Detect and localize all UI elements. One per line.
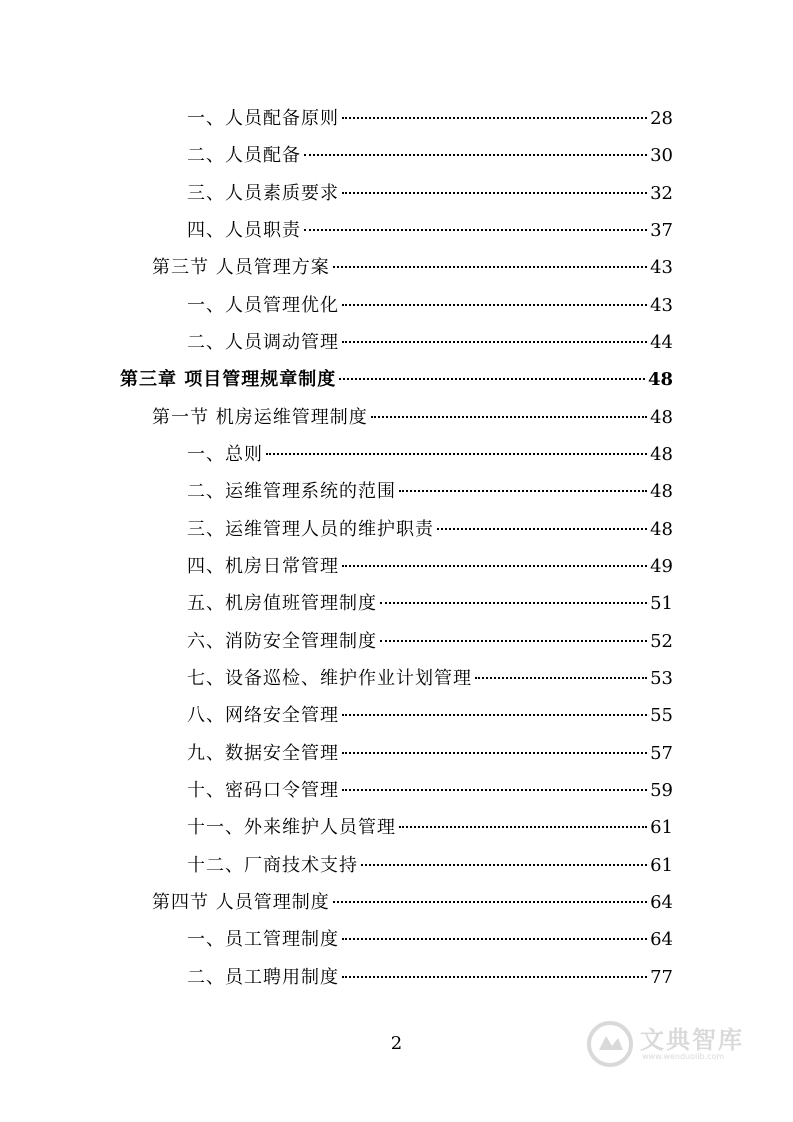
toc-entry-title: 二、人员调动管理 xyxy=(187,332,339,353)
toc-entry[interactable] xyxy=(187,966,673,990)
toc-entry[interactable] xyxy=(187,667,673,691)
toc-entry[interactable] xyxy=(187,779,673,803)
toc-entry-page: 48 xyxy=(647,369,673,390)
toc-dot-leader xyxy=(437,528,647,530)
library-logo-icon xyxy=(586,1020,634,1068)
toc-entry-title: 二、运维管理系统的范围 xyxy=(187,481,396,502)
toc-dot-leader xyxy=(342,938,647,940)
toc-chapter-entry[interactable] xyxy=(120,368,673,392)
toc-entry-title: 八、网络安全管理 xyxy=(187,705,339,726)
toc-entry[interactable] xyxy=(152,256,673,280)
toc-dot-leader xyxy=(342,714,647,716)
toc-entry[interactable] xyxy=(187,555,673,579)
toc-entry-page: 64 xyxy=(650,929,673,950)
toc-entry[interactable] xyxy=(187,630,673,654)
toc-dot-leader xyxy=(361,864,647,866)
toc-entry-title: 一、人员配备原则 xyxy=(187,108,339,129)
toc-entry[interactable] xyxy=(187,854,673,878)
toc-dot-leader xyxy=(333,266,647,268)
toc-entry[interactable] xyxy=(187,219,673,243)
toc-entry-page: 48 xyxy=(650,519,673,540)
toc-entry-title: 九、数据安全管理 xyxy=(187,743,339,764)
toc-dot-leader xyxy=(342,117,647,119)
toc-entry-title: 一、总则 xyxy=(187,444,263,465)
toc-entry-page: 30 xyxy=(650,145,673,166)
toc-entry[interactable] xyxy=(187,928,673,952)
toc-dot-leader xyxy=(380,640,647,642)
toc-dot-leader xyxy=(266,453,647,455)
toc-entry-page: 48 xyxy=(650,481,673,502)
toc-entry-page: 64 xyxy=(650,892,673,913)
toc-entry-page: 55 xyxy=(650,705,673,726)
toc-entry-page: 28 xyxy=(650,108,673,129)
toc-entry-title: 六、消防安全管理制度 xyxy=(187,631,377,652)
toc-entry[interactable] xyxy=(187,592,673,616)
toc-dot-leader xyxy=(399,490,647,492)
toc-dot-leader xyxy=(342,789,647,791)
toc-entry-page: 37 xyxy=(650,220,673,241)
toc-dot-leader xyxy=(399,826,647,828)
watermark xyxy=(586,1012,756,1072)
toc-dot-leader xyxy=(342,976,647,978)
toc-entry-page: 49 xyxy=(650,556,673,577)
toc-entry-title: 三、运维管理人员的维护职责 xyxy=(187,519,434,540)
toc-entry[interactable] xyxy=(152,406,673,430)
toc-entry[interactable] xyxy=(187,518,673,542)
toc-entry-title: 二、人员配备 xyxy=(187,145,301,166)
toc-entry-page: 44 xyxy=(650,332,673,353)
toc-entry-page: 48 xyxy=(650,444,673,465)
toc-entry-page: 57 xyxy=(650,743,673,764)
toc-dot-leader xyxy=(304,154,647,156)
toc-dot-leader xyxy=(342,192,647,194)
toc-entry-page: 77 xyxy=(650,967,673,988)
toc-entry-title: 十二、厂商技术支持 xyxy=(187,855,358,876)
toc-entry[interactable] xyxy=(187,443,673,467)
toc-entry[interactable] xyxy=(187,107,673,131)
toc-entry-page: 43 xyxy=(650,257,673,278)
toc-entry-page: 48 xyxy=(650,407,673,428)
toc-dot-leader xyxy=(333,901,647,903)
toc-entry[interactable] xyxy=(187,704,673,728)
watermark-url: www.wenduolib.com xyxy=(642,1052,725,1061)
toc-entry-title: 十一、外来维护人员管理 xyxy=(187,817,396,838)
toc-entry-title: 第四节 人员管理制度 xyxy=(152,892,330,913)
toc-entry[interactable] xyxy=(187,480,673,504)
toc-entry-title: 第一节 机房运维管理制度 xyxy=(152,407,368,428)
toc-dot-leader xyxy=(475,677,647,679)
toc-entry-page: 52 xyxy=(650,631,673,652)
toc-entry[interactable] xyxy=(187,331,673,355)
toc-dot-leader xyxy=(339,378,645,380)
toc-entry-title: 四、机房日常管理 xyxy=(187,556,339,577)
toc-entry-title: 一、人员管理优化 xyxy=(187,295,339,316)
page-number: 2 xyxy=(390,1033,403,1054)
toc-entry-title: 一、员工管理制度 xyxy=(187,929,339,950)
toc-entry[interactable] xyxy=(187,294,673,318)
toc-dot-leader xyxy=(342,341,647,343)
toc-dot-leader xyxy=(342,565,647,567)
toc-dot-leader xyxy=(342,304,647,306)
toc-entry-page: 43 xyxy=(650,295,673,316)
toc-entry-page: 61 xyxy=(650,855,673,876)
toc-entry-title: 第三节 人员管理方案 xyxy=(152,257,330,278)
toc-entry[interactable] xyxy=(187,816,673,840)
toc-entry-title: 七、设备巡检、维护作业计划管理 xyxy=(187,668,472,689)
toc-entry-page: 32 xyxy=(650,183,673,204)
toc-entry-page: 51 xyxy=(650,593,673,614)
toc-entry[interactable] xyxy=(187,144,673,168)
toc-entry-title: 五、机房值班管理制度 xyxy=(187,593,377,614)
toc-entry[interactable] xyxy=(187,742,673,766)
toc-entry-title: 十、密码口令管理 xyxy=(187,780,339,801)
toc-entry-title: 二、员工聘用制度 xyxy=(187,967,339,988)
toc-entry-title: 三、人员素质要求 xyxy=(187,183,339,204)
toc-dot-leader xyxy=(371,416,647,418)
toc-entry-page: 61 xyxy=(650,817,673,838)
toc-dot-leader xyxy=(342,752,647,754)
watermark-title: 文典智库 xyxy=(640,1026,744,1054)
toc-entry[interactable] xyxy=(152,891,673,915)
toc-entry[interactable] xyxy=(187,182,673,206)
toc-entry-title: 第三章 项目管理规章制度 xyxy=(120,369,337,390)
toc-dot-leader xyxy=(380,602,647,604)
toc-entry-page: 59 xyxy=(650,780,673,801)
toc-entry-page: 53 xyxy=(650,668,673,689)
toc-dot-leader xyxy=(304,229,647,231)
toc-entry-title: 四、人员职责 xyxy=(187,220,301,241)
